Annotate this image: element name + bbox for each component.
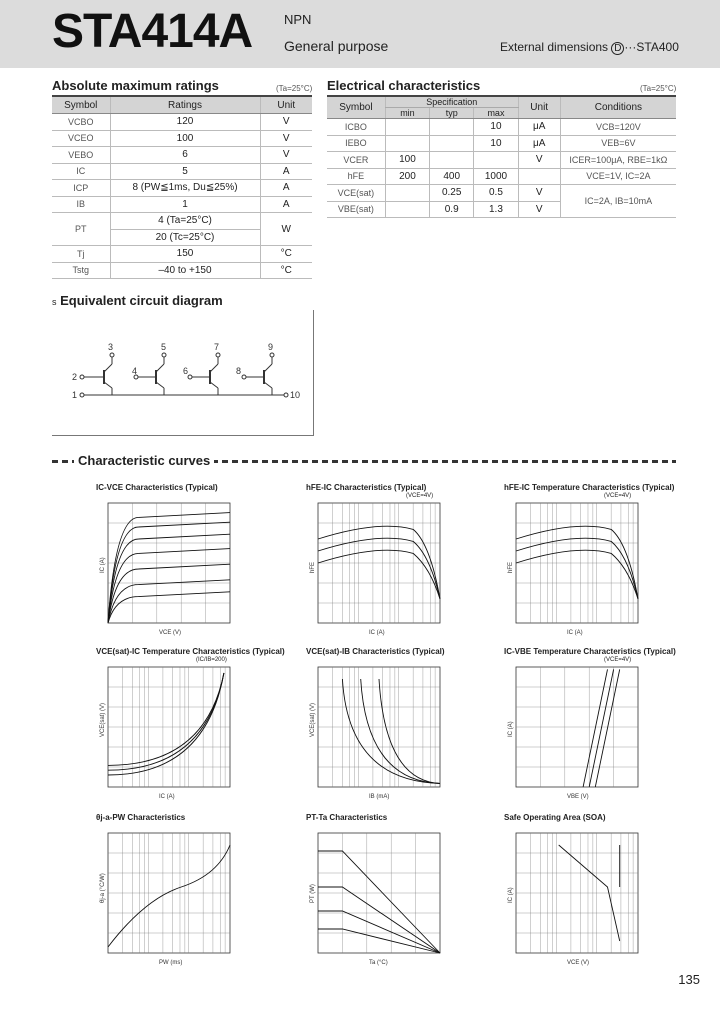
symbol-cell: Tstg	[52, 262, 110, 279]
symbol-cell: VCER	[327, 152, 385, 169]
curve-group	[108, 845, 230, 947]
col-ratings: Ratings	[110, 97, 260, 114]
rating-cell: 150	[110, 246, 260, 263]
circuit-title	[52, 293, 223, 308]
abs-max-table	[52, 97, 312, 279]
pin-label: 1	[72, 390, 78, 400]
symbol-cell: hFE	[327, 168, 385, 185]
chart-condition: (VCE=4V)	[406, 493, 434, 499]
pin-label: 8	[236, 366, 242, 376]
symbol-cell: VCEO	[52, 130, 110, 147]
package-name: ···STA400	[624, 40, 679, 54]
symbol-cell: IB	[52, 196, 110, 213]
typ-cell: 0.9	[430, 201, 474, 218]
table-row	[327, 168, 676, 185]
dimension-code-circle: D	[611, 42, 624, 55]
chart-plot-2	[308, 501, 450, 637]
curve-group	[318, 851, 440, 953]
x-axis-label: VCE (V)	[567, 960, 590, 966]
unit-cell: V	[518, 185, 560, 202]
col-symbol: Symbol	[52, 97, 110, 114]
chart-plot-4	[98, 665, 240, 801]
y-axis-label: IC (A)	[100, 557, 106, 573]
circuit-diagram	[52, 310, 314, 436]
chart-title: hFE-IC Temperature Characteristics (Typical)	[504, 483, 675, 492]
chart-plot-6	[506, 665, 648, 801]
elec-condition: (Ta=25°C)	[640, 84, 677, 93]
table-row	[52, 114, 312, 131]
x-axis-label: IC (A)	[159, 794, 175, 800]
table-row	[52, 262, 312, 279]
typ-cell: 400	[430, 168, 474, 185]
y-axis-label: VCE(sat) (V)	[100, 702, 106, 737]
rating-cell: 100	[110, 130, 260, 147]
chart-plot-9	[506, 831, 648, 967]
chart-title: hFE-IC Characteristics (Typical)	[306, 483, 427, 492]
gridlines	[318, 503, 440, 623]
external-dimensions	[500, 40, 679, 55]
curve-line	[361, 679, 440, 783]
table-row	[52, 196, 312, 213]
chart-title: VCE(sat)-IB Characteristics (Typical)	[306, 647, 445, 656]
chart-plot-1	[98, 501, 240, 637]
max-cell: 10	[474, 135, 518, 152]
unit-cell: W	[260, 213, 312, 246]
curves-title: Characteristic curves	[74, 453, 214, 468]
pin-label: 9	[268, 342, 274, 352]
chart-title: PT-Ta Characteristics	[306, 813, 388, 822]
chart-condition: (VCE=4V)	[604, 493, 632, 499]
curve-line	[108, 673, 224, 775]
chart-condition: (IC/IB=200)	[196, 657, 227, 663]
rating-cell: 1	[110, 196, 260, 213]
divider-dash-right	[212, 460, 676, 463]
part-number: STA414A	[52, 5, 253, 58]
gridlines	[108, 503, 230, 623]
y-axis-label: hFE	[508, 561, 514, 573]
col-unit: Unit	[260, 97, 312, 114]
typ-cell	[430, 152, 474, 169]
table-row	[327, 185, 676, 202]
col-min: min	[385, 108, 429, 119]
gridlines	[108, 833, 230, 953]
external-dimensions-label: External dimensions	[500, 40, 609, 54]
min-cell	[385, 135, 429, 152]
gridlines	[516, 503, 638, 623]
min-cell: 200	[385, 168, 429, 185]
symbol-cell: IC	[52, 163, 110, 180]
pin-label: 4	[132, 366, 138, 376]
abs-max-title: Absolute maximum ratings	[52, 78, 219, 93]
rating-cell: 8 (PW≦1ms, Du≦25%)	[110, 180, 260, 197]
header-band	[0, 0, 720, 68]
circuit-prefix: s	[52, 297, 57, 307]
min-cell	[385, 119, 429, 136]
y-axis-label: PT (W)	[310, 884, 316, 903]
condition-cell: ICER=100μA, RBE=1kΩ	[560, 152, 676, 169]
pin-label: 3	[108, 342, 114, 352]
min-cell	[385, 201, 429, 218]
typ-cell	[430, 135, 474, 152]
col-typ: typ	[430, 108, 474, 119]
symbol-cell: VBE(sat)	[327, 201, 385, 218]
chart-plot-7	[98, 831, 240, 967]
gridlines	[516, 667, 638, 787]
chart-title: Safe Operating Area (SOA)	[504, 813, 606, 822]
curve-group	[108, 513, 230, 623]
y-axis-label: θj-a (°C/W)	[100, 873, 106, 903]
table-row	[52, 213, 312, 230]
unit-cell: V	[518, 152, 560, 169]
curve-line	[318, 550, 440, 599]
chart-plot-8	[308, 831, 450, 967]
table-row	[52, 130, 312, 147]
min-cell: 100	[385, 152, 429, 169]
pin-label: 2	[72, 372, 78, 382]
x-axis-label: IC (A)	[369, 630, 385, 636]
rating-cell: 4 (Ta=25°C)	[110, 213, 260, 230]
abs-max-header-row	[52, 97, 312, 114]
curve-line	[516, 538, 638, 599]
symbol-cell: ICP	[52, 180, 110, 197]
curve-line	[379, 679, 440, 783]
unit-cell: μA	[518, 119, 560, 136]
curve-line	[318, 538, 440, 599]
chart-plot-5	[308, 665, 450, 801]
unit-cell: °C	[260, 262, 312, 279]
curve-line	[108, 845, 230, 947]
curve-line	[108, 673, 224, 770]
max-cell: 1.3	[474, 201, 518, 218]
chart-condition: (VCE=4V)	[604, 657, 632, 663]
typ-cell	[430, 119, 474, 136]
y-axis-label: IC (A)	[508, 721, 514, 737]
unit-cell: V	[260, 147, 312, 164]
abs-max-condition: (Ta=25°C)	[276, 84, 313, 93]
max-cell: 1000	[474, 168, 518, 185]
curve-line	[318, 887, 440, 953]
symbol-cell: IEBO	[327, 135, 385, 152]
x-axis-label: IB (mA)	[369, 794, 390, 800]
chart-title: IC-VBE Temperature Characteristics (Typical)	[504, 647, 676, 656]
elec-table	[327, 97, 676, 218]
curve-line	[108, 534, 230, 623]
chart-title: θj-a-PW Characteristics	[96, 813, 186, 822]
typ-cell: 0.25	[430, 185, 474, 202]
col-unit: Unit	[518, 97, 560, 119]
symbol-cell: VCE(sat)	[327, 185, 385, 202]
max-cell: 10	[474, 119, 518, 136]
application: General purpose	[284, 38, 389, 54]
condition-cell: IC=2A, IB=10mA	[560, 185, 676, 218]
curve-line	[108, 580, 230, 623]
curve-line	[108, 592, 230, 623]
pin-label: 5	[161, 342, 167, 352]
table-row	[52, 246, 312, 263]
curve-group	[342, 679, 440, 783]
elec-title: Electrical characteristics	[327, 78, 481, 93]
table-row	[327, 119, 676, 136]
rating-cell: 5	[110, 163, 260, 180]
col-specification: Specification	[385, 97, 518, 108]
table-row	[52, 147, 312, 164]
col-symbol: Symbol	[327, 97, 385, 119]
unit-cell: V	[518, 201, 560, 218]
x-axis-label: VBE (V)	[567, 794, 589, 800]
table-row	[52, 163, 312, 180]
chart-title: VCE(sat)-IC Temperature Characteristics (Typical)	[96, 647, 285, 656]
curve-group	[108, 673, 224, 775]
unit-cell: A	[260, 196, 312, 213]
table-row	[327, 135, 676, 152]
rating-cell: –40 to +150	[110, 262, 260, 279]
condition-cell: VCB=120V	[560, 119, 676, 136]
curve-line	[516, 550, 638, 599]
table-row	[327, 152, 676, 169]
x-axis-label: PW (ms)	[159, 960, 183, 966]
max-cell	[474, 152, 518, 169]
equivalent-circuit-box	[52, 310, 314, 436]
unit-cell: V	[260, 130, 312, 147]
condition-cell: VCE=1V, IC=2A	[560, 168, 676, 185]
y-axis-label: hFE	[310, 561, 316, 573]
unit-cell: V	[260, 114, 312, 131]
rating-cell: 6	[110, 147, 260, 164]
curve-line	[342, 679, 440, 783]
pin-label: 6	[183, 366, 189, 376]
x-axis-label: IC (A)	[567, 630, 583, 636]
chart-plot-3	[506, 501, 648, 637]
x-axis-label: Ta (°C)	[369, 960, 388, 966]
circuit-title-text: Equivalent circuit diagram	[60, 293, 223, 308]
rating-cell: 120	[110, 114, 260, 131]
x-axis-label: VCE (V)	[159, 630, 182, 636]
unit-cell: μA	[518, 135, 560, 152]
elec-header-row	[327, 97, 676, 108]
unit-cell: A	[260, 180, 312, 197]
symbol-cell: ICBO	[327, 119, 385, 136]
max-cell: 0.5	[474, 185, 518, 202]
unit-cell	[518, 168, 560, 185]
curve-line	[108, 549, 230, 623]
polarity: NPN	[284, 12, 312, 27]
rating-cell: 20 (Tc=25°C)	[110, 229, 260, 246]
symbol-cell: Tj	[52, 246, 110, 263]
y-axis-label: VCE(sat) (V)	[310, 702, 316, 737]
col-conditions: Conditions	[560, 97, 676, 119]
pin-label: 10	[290, 390, 301, 400]
table-row	[52, 180, 312, 197]
curve-group	[516, 526, 638, 599]
divider-dash-left	[52, 460, 76, 463]
symbol-cell: VCBO	[52, 114, 110, 131]
min-cell	[385, 185, 429, 202]
condition-cell: VEB=6V	[560, 135, 676, 152]
curve-line	[318, 911, 440, 953]
curve-group	[318, 526, 440, 599]
page-number: 135	[678, 972, 700, 987]
symbol-cell: PT	[52, 213, 110, 246]
unit-cell: A	[260, 163, 312, 180]
unit-cell: °C	[260, 246, 312, 263]
col-max: max	[474, 108, 518, 119]
symbol-cell: VEBO	[52, 147, 110, 164]
y-axis-label: IC (A)	[508, 887, 514, 903]
pin-label: 7	[214, 342, 220, 352]
chart-title: IC-VCE Characteristics (Typical)	[96, 483, 218, 492]
curve-line	[108, 564, 230, 623]
